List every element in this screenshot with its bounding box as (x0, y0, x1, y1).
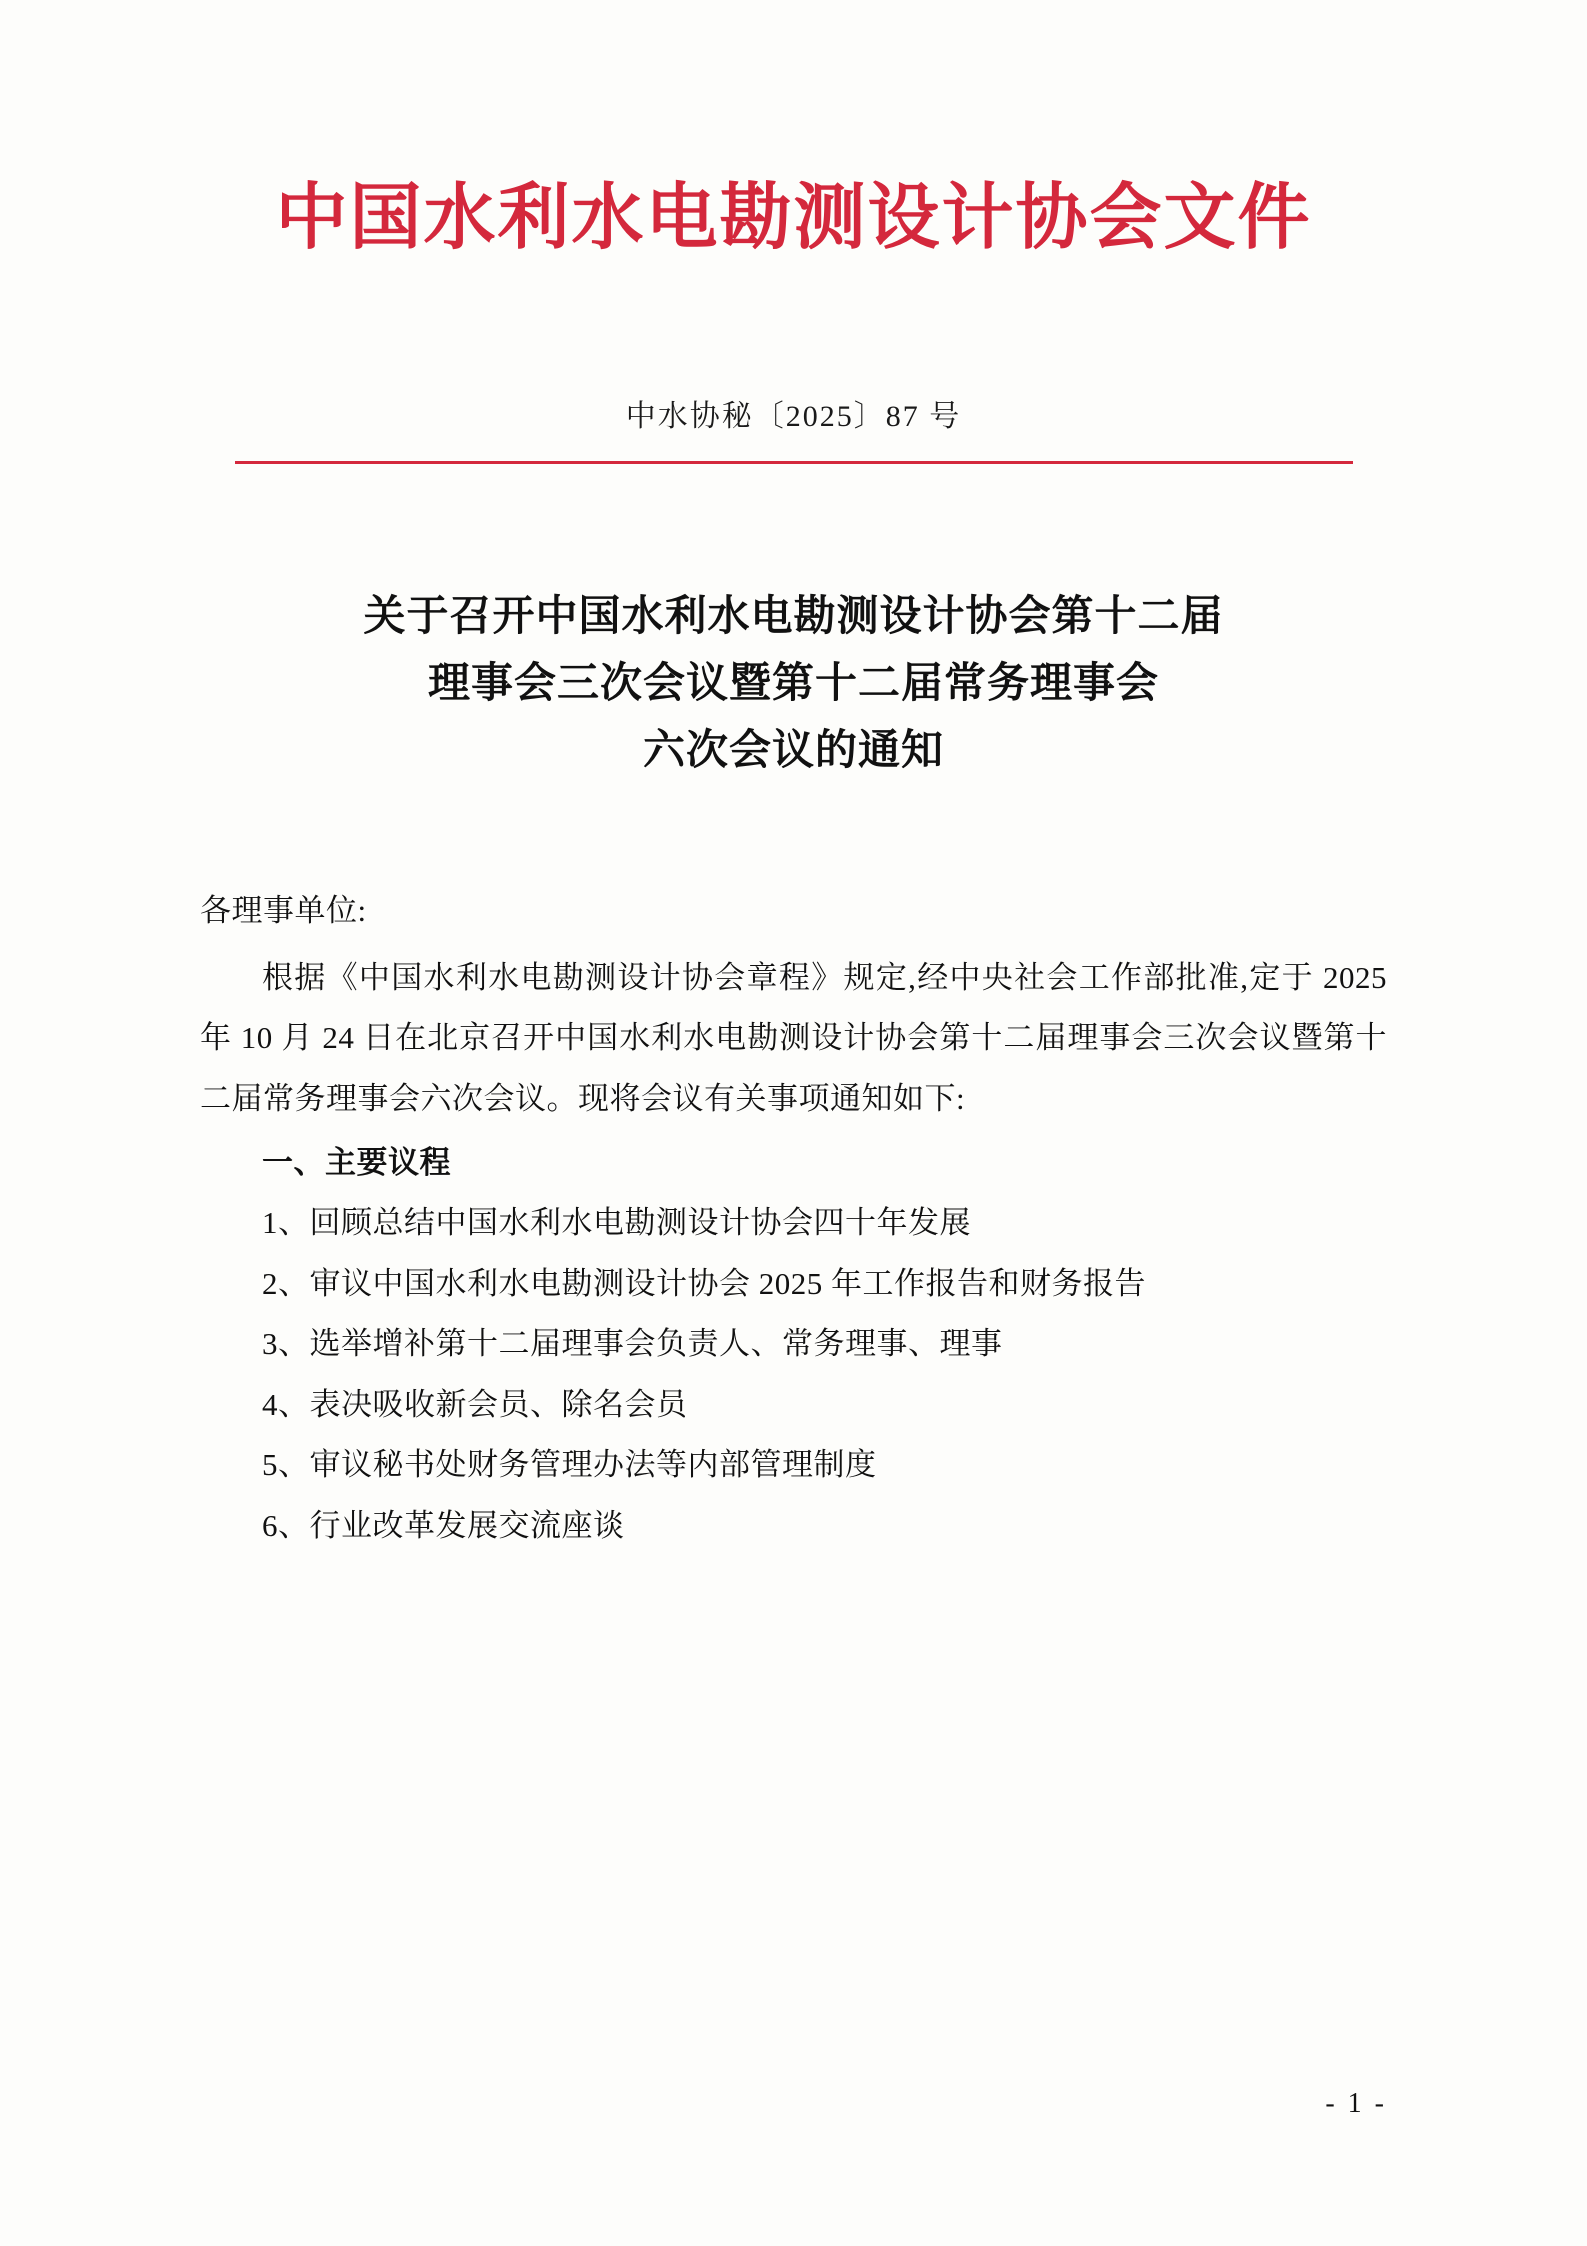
document-title-line-3: 六次会议的通知 (642, 728, 944, 774)
document-number: 中水协秘〔2025〕87 号 (625, 399, 962, 433)
agenda-item: 5、审议秘书处财务管理办法等内部管理制度 (262, 1447, 877, 1483)
document-title-line-2: 理事会三次会议暨第十二届常务理事会 (427, 660, 1159, 707)
agenda-item: 3、选举增补第十二届理事会负责人、常务理事、理事 (262, 1326, 1003, 1362)
masthead (200, 0, 1387, 259)
document-title (200, 584, 1387, 786)
page-number: - 1 - (1325, 2088, 1387, 2119)
agenda-item: 6、行业改革发展交流座谈 (262, 1507, 625, 1543)
intro-paragraph: 根据《中国水利水电勘测设计协会章程》规定,经中央社会工作部批准,定于 2025 年 10 月 24 日在北京召开中国水利水电勘测设计协会第十二届理事会三次会议暨第十二届常务理事会六次会议。现将会议有关事项通知如下: (200, 959, 1387, 1116)
document-title-line-1: 关于召开中国水利水电勘测设计协会第十二届 (363, 593, 1224, 640)
agenda-item: 1、回顾总结中国水利水电勘测设计协会四十年发展 (262, 1205, 971, 1241)
agenda-item: 4、表决吸收新会员、除名会员 (262, 1386, 688, 1422)
document-body (200, 881, 1387, 1556)
organization-masthead-title: 中国水利水电勘测设计协会文件 (275, 178, 1312, 258)
section-heading-main-agenda: 一、主要议程 (262, 1144, 451, 1180)
red-divider-rule (235, 461, 1353, 464)
salutation: 各理事单位: (200, 893, 367, 929)
agenda-item: 2、审议中国水利水电勘测设计协会 2025 年工作报告和财务报告 (262, 1265, 1146, 1301)
